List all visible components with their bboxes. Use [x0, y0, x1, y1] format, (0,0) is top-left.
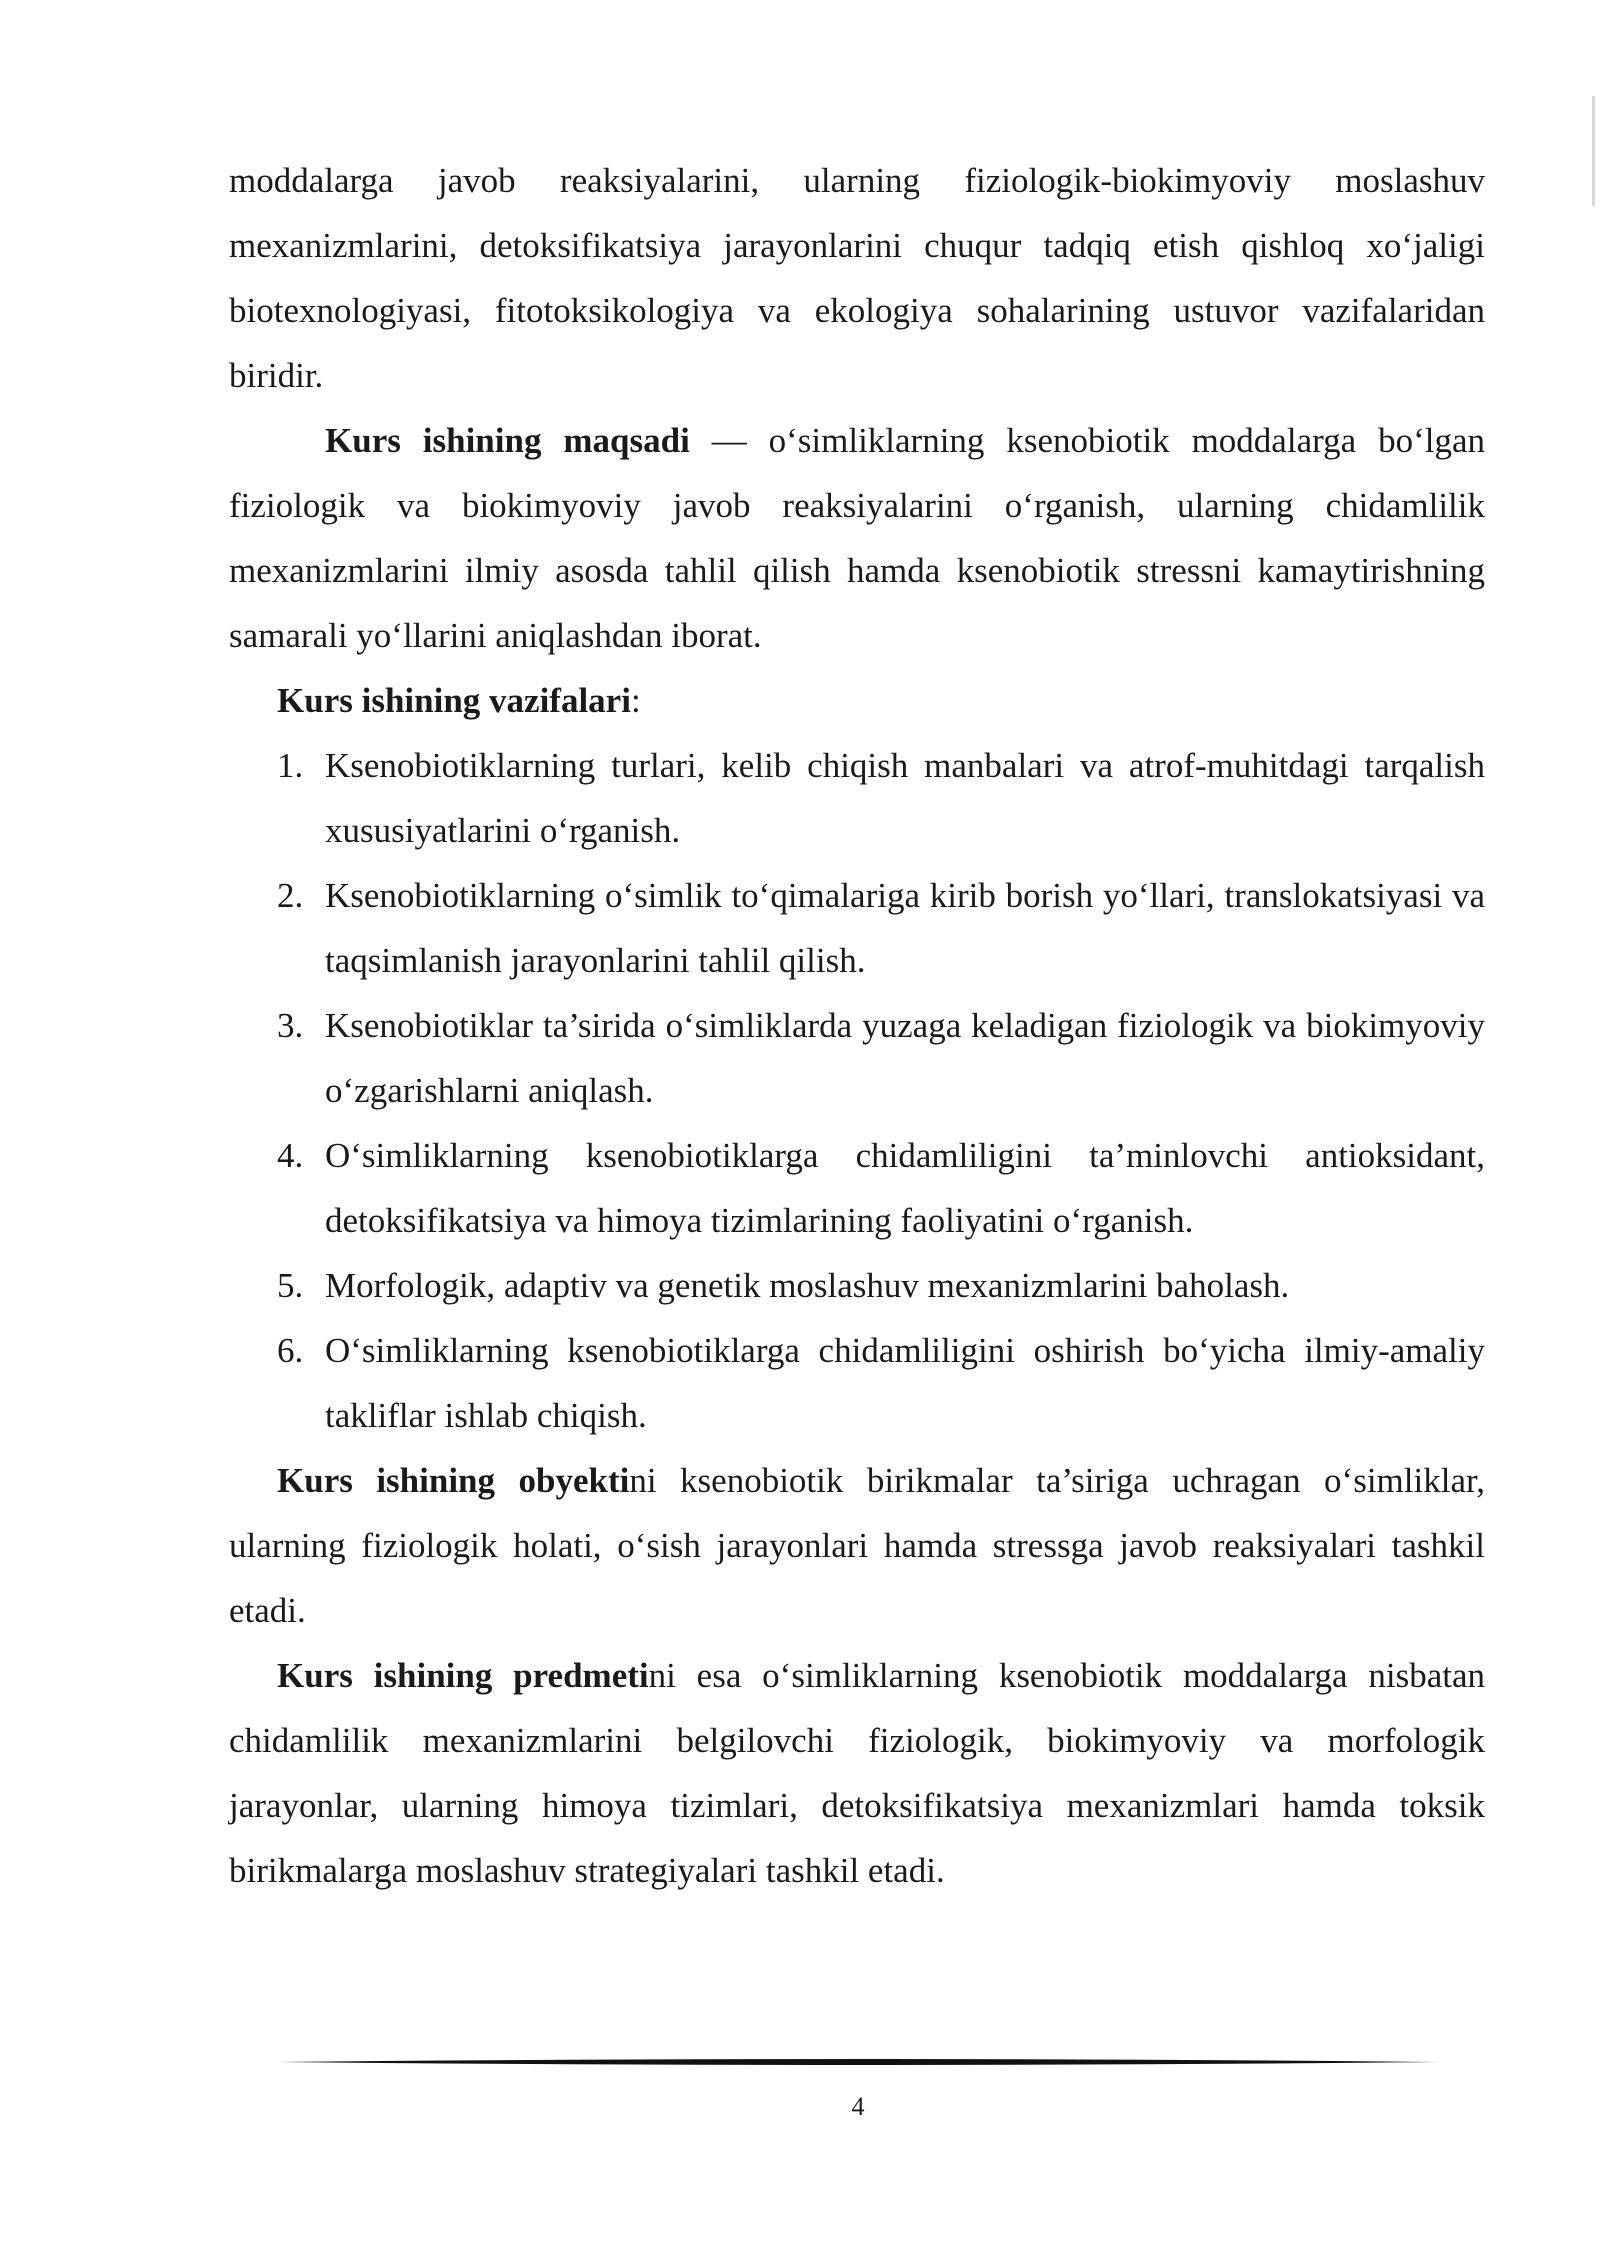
object-text: ni ksenobiotik birikmalar ta’siriga uchragan o‘simliklar, ularning fiziologik holati, o‘sish jarayonlari hamda stressga javob reaksiyalari tashkil etadi. [229, 1461, 1485, 1630]
tasks-heading-line [229, 668, 1485, 733]
subject-text: ni esa o‘simliklarning ksenobiotik moddalarga nisbatan chidamlilik mexanizmlarini belgilovchi fiziologik, biokimyoviy va morfologik jarayonlar, ularning himoya tizimlari, detoksifikatsiya mexanizmlari hamda toksik birikmalarga moslashuv strategiyalari tashkil etadi. [229, 1656, 1485, 1890]
list-item-number: 6. [277, 1331, 304, 1370]
list-item-number: 1. [277, 746, 304, 785]
tasks-list [229, 733, 1485, 1448]
tasks-heading: Kurs ishining vazifalari [277, 681, 631, 720]
list-item-text: O‘simliklarning ksenobiotiklarga chidamliligini oshirish bo‘yicha ilmiy-amaliy takliflar ishlab chiqish. [325, 1331, 1485, 1435]
goal-heading: Kurs ishining maqsadi [325, 421, 690, 460]
list-item-number: 3. [277, 1006, 304, 1045]
list-item-text: Ksenobiotiklarning turlari, kelib chiqish manbalari va atrof-muhitdagi tarqalish xususiyatlarini o‘rganish. [325, 746, 1485, 850]
list-item [229, 1318, 1485, 1448]
page-edge-mark [1592, 96, 1595, 206]
object-heading: Kurs ishining obyekti [277, 1461, 630, 1500]
list-item [229, 1253, 1485, 1318]
list-item-number: 4. [277, 1136, 304, 1175]
subject-paragraph [229, 1643, 1485, 1903]
list-item-text: Ksenobiotiklarning o‘simlik to‘qimalariga kirib borish yo‘llari, translokatsiyasi va taqsimlanish jarayonlarini tahlil qilish. [325, 876, 1485, 980]
tasks-heading-colon: : [630, 681, 641, 720]
list-item-number: 5. [277, 1266, 304, 1305]
goal-text: — o‘simliklarning ksenobiotik moddalarga bo‘lgan fiziologik va biokimyoviy javob reaksiyalarini o‘rganish, ularning chidamlilik mexanizmlarini ilmiy asosda tahlil qilish hamda ksenobiotik stressni kamaytirishning samarali yo‘llarini aniqlashdan iborat. [229, 421, 1485, 655]
list-item-text: O‘simliklarning ksenobiotiklarga chidamliligini ta’minlovchi antioksidant, detoksifikatsiya va himoya tizimlarining faoliyatini o‘rganish. [325, 1136, 1485, 1240]
list-item-text: Morfologik, adaptiv va genetik moslashuv mexanizmlarini baholash. [325, 1266, 1290, 1305]
list-item [229, 733, 1485, 863]
intro-paragraph: moddalarga javob reaksiyalarini, ularning fiziologik-biokimyoviy moslashuv mexanizmlarini, detoksifikatsiya jarayonlarini chuqur tadqiq etish qishloq xo‘jaligi biotexnologiyasi, fitotoksikologiya va ekologiya sohalarining ustuvor vazifalaridan biridir. [229, 161, 1485, 395]
footer-divider-shape [278, 2059, 1438, 2065]
list-item [229, 863, 1485, 993]
object-paragraph [229, 1448, 1485, 1643]
body-text [229, 148, 1485, 1903]
page-number: 4 [851, 2092, 865, 2121]
list-item-text: Ksenobiotiklar ta’sirida o‘simliklarda yuzaga keladigan fiziologik va biokimyoviy o‘zgarishlarni aniqlash. [325, 1006, 1485, 1110]
goal-paragraph [229, 408, 1485, 668]
footer-divider [278, 2057, 1438, 2067]
subject-heading: Kurs ishining predmeti [277, 1656, 649, 1695]
list-item-number: 2. [277, 876, 304, 915]
list-item [229, 993, 1485, 1123]
list-item [229, 1123, 1485, 1253]
